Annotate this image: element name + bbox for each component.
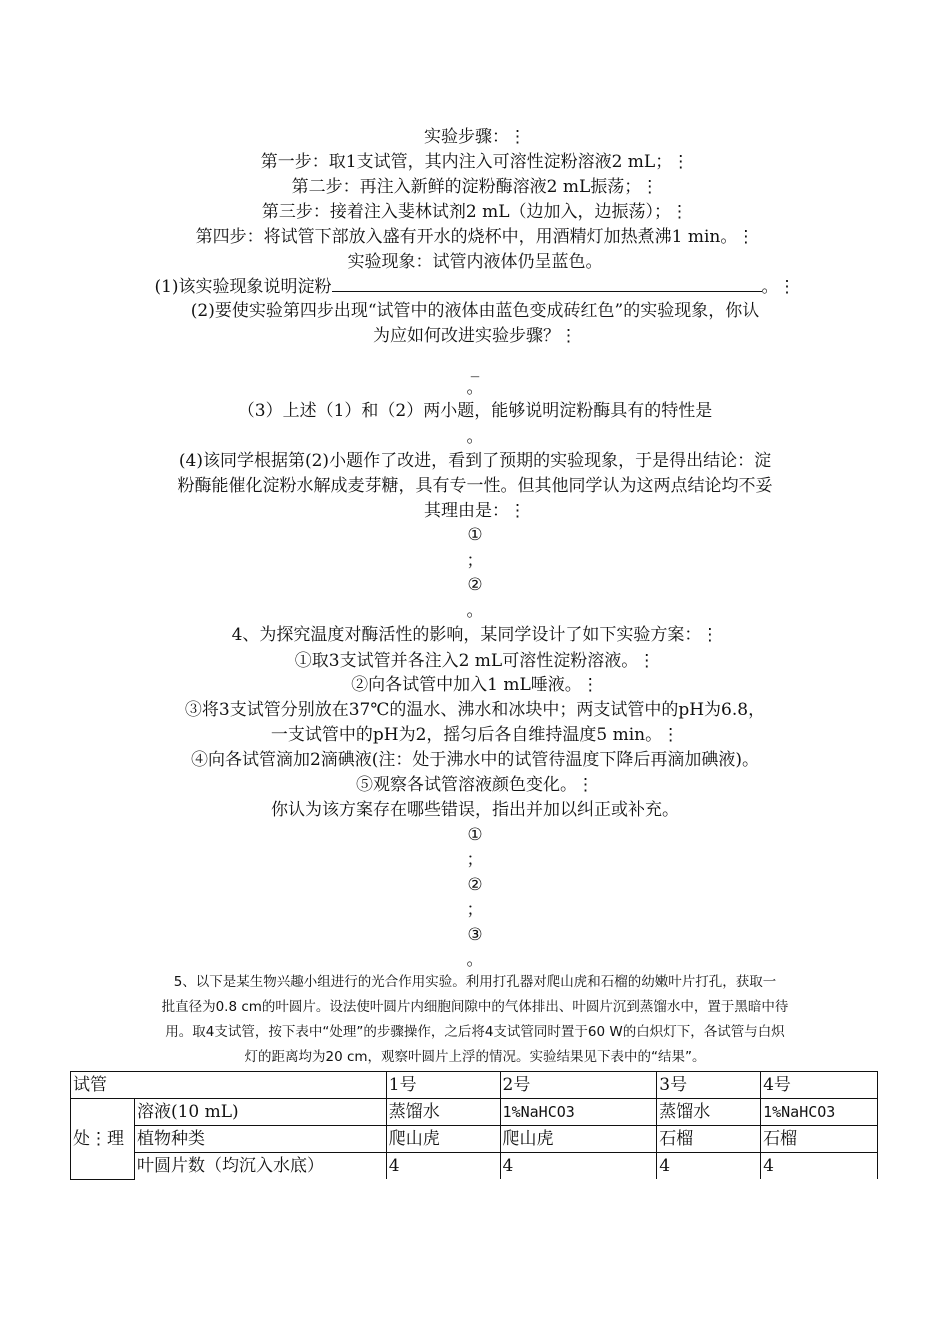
problem-5-line2: 批直径为0.8 cm的叶圆片。设法使叶圆片内细胞间隙中的气体排出、叶圆片沉到蒸馏水中，置于黑暗中待 [161, 999, 789, 1015]
header-tube-3: 3号 [657, 1072, 761, 1099]
header-tube-2: 2号 [500, 1072, 657, 1099]
step-three: 第三步：接着注入斐林试剂2 mL（边加入，边振荡）；⋮ [261, 202, 689, 222]
problem-4-step4: ④向各试管滴加2滴碘液(注：处于沸水中的试管待温度下降后再滴加碘液)。 [190, 750, 760, 770]
header-tube-1: 1号 [386, 1072, 500, 1099]
table-cell: 爬山虎 [500, 1126, 657, 1153]
table-header-row [71, 1072, 878, 1099]
step-four: 第四步：将试管下部放入盛有开水的烧杯中，用酒精灯加热煮沸1 min。⋮ [195, 227, 755, 247]
question-1-text: (1)该实验现象说明淀粉 [154, 277, 332, 297]
step-one: 第一步：取1支试管，其内注入可溶性淀粉溶液2 mL；⋮ [260, 152, 690, 172]
error-1-end: ； [466, 850, 484, 870]
table-cell: 石榴 [657, 1126, 761, 1153]
table-cell: 1%NaHCO3 [500, 1099, 657, 1126]
answer-mark: _ [470, 358, 480, 378]
problem-5-line3: 用。取4支试管，按下表中“处理”的步骤操作，之后将4支试管同时置于60 W的白炽灯下，各试管与白炽 [165, 1024, 785, 1040]
error-2-end: ； [466, 900, 484, 920]
problem-4-title: 4、为探究温度对酶活性的影响，某同学设计了如下实验方案：⋮ [231, 625, 719, 645]
question-3: （3）上述（1）和（2）两小题，能够说明淀粉酶具有的特性是 [237, 401, 713, 421]
reason-2: ② [467, 575, 483, 595]
problem-4-question: 你认为该方案存在哪些错误，指出并加以纠正或补充。 [271, 800, 679, 820]
header-tube: 试管 [71, 1072, 387, 1099]
answer-blank[interactable] [332, 276, 762, 292]
table-cell: 蒸馏水 [657, 1099, 761, 1126]
table-row [71, 1099, 878, 1126]
reason-1: ① [467, 525, 483, 545]
table-cell: 4 [500, 1153, 657, 1180]
question-4-line3: 其理由是：⋮ [424, 501, 526, 521]
table-row [71, 1153, 878, 1180]
question-1-end: 。⋮ [761, 277, 796, 297]
error-1: ① [467, 825, 483, 845]
table-cell: 4 [761, 1153, 878, 1180]
problem-4-step3a: ③将3支试管分别放在37℃的温水、沸水和冰块中；两支试管中的pH为6.8， [184, 700, 766, 720]
row-label: 溶液(10 mL) [134, 1099, 386, 1126]
step-two: 第二步：再注入新鲜的淀粉酶溶液2 mL振荡；⋮ [291, 177, 659, 197]
phenomenon: 实验现象：试管内液体仍呈蓝色。 [347, 252, 603, 272]
table-row [71, 1126, 878, 1153]
table-cell: 石榴 [761, 1126, 878, 1153]
experiment-table [70, 1071, 878, 1180]
row-label: 叶圆片数（均沉入水底） [134, 1153, 386, 1180]
error-3-end: 。 [466, 950, 484, 970]
reason-1-end: ； [466, 551, 484, 571]
problem-5-line1: 5、以下是某生物兴趣小组进行的光合作用实验。利用打孔器对爬山虎和石榴的幼嫩叶片打孔，获取一 [173, 974, 777, 990]
question-1 [140, 275, 810, 299]
problem-5-line4: 灯的距离均为20 cm，观察叶圆片上浮的情况。实验结果见下表中的“结果”。 [244, 1049, 706, 1065]
reason-2-end: 。 [466, 601, 484, 621]
question-3-end: 。 [466, 427, 484, 447]
question-4-line1: (4)该同学根据第(2)小题作了改进，看到了预期的实验现象，于是得出结论：淀 [178, 451, 772, 471]
answer-end: 。 [466, 378, 484, 398]
question-2-line1: (2)要使实验第四步出现“试管中的液体由蓝色变成砖红色”的实验现象，你认 [190, 301, 760, 321]
problem-4-step1: ①取3支试管并各注入2 mL可溶性淀粉溶液。⋮ [294, 651, 656, 671]
procedure-heading: 实验步骤：⋮ [424, 127, 526, 147]
table-cell: 爬山虎 [386, 1126, 500, 1153]
error-2: ② [467, 875, 483, 895]
table-cell: 4 [657, 1153, 761, 1180]
question-4-line2: 粉酶能催化淀粉水解成麦芽糖，具有专一性。但其他同学认为这两点结论均不妥 [177, 476, 773, 496]
error-3: ③ [467, 925, 483, 945]
problem-4-step3b: 一支试管中的pH为2，摇匀后各自维持温度5 min。⋮ [270, 725, 680, 745]
problem-4-step5: ⑤观察各试管溶液颜色变化。⋮ [356, 775, 594, 795]
treatment-group-label: 处⋮理 [71, 1099, 135, 1180]
problem-4-step2: ②向各试管中加入1 mL唾液。⋮ [351, 675, 599, 695]
question-2-line2: 为应如何改进实验步骤？⋮ [373, 326, 577, 346]
table-cell: 蒸馏水 [386, 1099, 500, 1126]
row-label: 植物种类 [134, 1126, 386, 1153]
table-cell: 1%NaHCO3 [761, 1099, 878, 1126]
table-cell: 4 [386, 1153, 500, 1180]
header-tube-4: 4号 [761, 1072, 878, 1099]
